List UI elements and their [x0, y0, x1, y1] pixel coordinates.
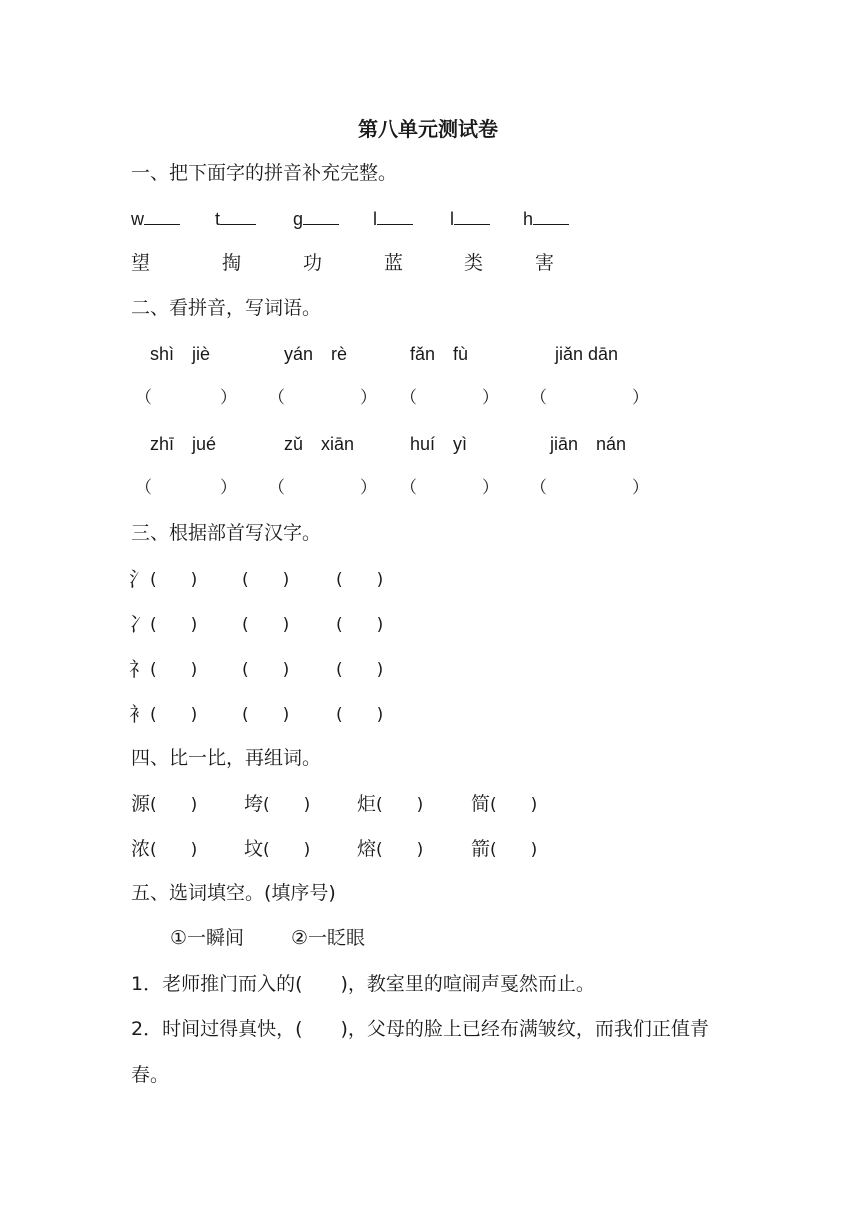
compare-char-text: 坟	[244, 838, 264, 860]
pinyin-initial: t	[215, 209, 221, 229]
pinyin-initial: w	[131, 209, 144, 229]
pinyin-blank-4	[373, 206, 413, 231]
paren-close[interactable]: ）	[632, 478, 649, 498]
section-5-heading: 五、选词填空。(填序号)	[131, 882, 336, 904]
char-4: 蓝	[384, 252, 404, 274]
paren-open: （	[400, 478, 417, 498]
answer-box[interactable]: ( )	[336, 660, 384, 680]
option-1: ①一瞬间	[170, 927, 245, 949]
question-1: 1．老师推门而入的( )，教室里的喧闹声戛然而止。	[131, 973, 595, 995]
radical-spirit: 礻	[129, 657, 149, 681]
pinyin-word-3: fǎn fù	[410, 344, 469, 364]
pinyin-word-2: yán rè	[284, 344, 348, 364]
compare-char-text: 简	[471, 793, 491, 815]
option-2: ②一眨眼	[291, 927, 366, 949]
pinyin-blank-1	[131, 206, 180, 231]
compare-char	[131, 792, 197, 817]
paren-open: （	[268, 478, 285, 498]
pinyin-word-4: jiǎn dān	[555, 344, 619, 364]
answer-box[interactable]: ( )	[242, 615, 290, 635]
pinyin-initial: l	[450, 209, 454, 229]
answer-box[interactable]: ( )	[490, 840, 538, 860]
answer-box[interactable]: ( )	[242, 705, 290, 725]
section-2-heading: 二、看拼音，写词语。	[131, 297, 322, 319]
pinyin-blank-5	[450, 206, 490, 231]
paren-open: （	[268, 388, 285, 408]
answer-blank[interactable]	[220, 206, 256, 225]
compare-char-text: 熔	[357, 838, 377, 860]
answer-box[interactable]: ( )	[336, 570, 384, 590]
answer-blank[interactable]	[144, 206, 180, 225]
pinyin-word-8: jiān nán	[550, 434, 627, 454]
paren-open: （	[135, 478, 152, 498]
compare-char-text: 炬	[357, 793, 377, 815]
section-4-heading: 四、比一比，再组词。	[131, 747, 322, 769]
answer-box[interactable]: ( )	[150, 705, 198, 725]
answer-box[interactable]: ( )	[336, 615, 384, 635]
compare-char-text: 箭	[471, 838, 491, 860]
pinyin-blank-2	[215, 206, 256, 231]
question-2: 2．时间过得真快，( )，父母的脸上已经布满皱纹，而我们正值青	[131, 1018, 709, 1040]
compare-char	[471, 837, 537, 862]
answer-blank[interactable]	[533, 206, 569, 225]
pinyin-blank-6	[523, 206, 569, 231]
char-3: 功	[303, 252, 323, 274]
radical-clothing: 衤	[129, 702, 149, 726]
answer-box[interactable]: ( )	[150, 615, 198, 635]
compare-char	[244, 837, 310, 862]
pinyin-word-1: shì jiè	[150, 344, 211, 364]
paren-open: （	[400, 388, 417, 408]
section-1-heading: 一、把下面字的拼音补充完整。	[131, 162, 398, 184]
page-title: 第八单元测试卷	[358, 117, 498, 141]
answer-box[interactable]: ( )	[150, 840, 198, 860]
answer-box[interactable]: ( )	[242, 570, 290, 590]
paren-open: （	[135, 388, 152, 408]
answer-box[interactable]: ( )	[263, 840, 311, 860]
paren-close[interactable]: ）	[482, 478, 499, 498]
answer-box[interactable]: ( )	[150, 795, 198, 815]
answer-box[interactable]: ( )	[150, 570, 198, 590]
compare-char-text: 源	[131, 793, 151, 815]
char-6: 害	[535, 252, 555, 274]
radical-ice: 冫	[129, 612, 149, 636]
answer-box[interactable]: ( )	[490, 795, 538, 815]
answer-box[interactable]: ( )	[263, 795, 311, 815]
compare-char-text: 浓	[131, 838, 151, 860]
paren-close[interactable]: ）	[360, 478, 377, 498]
paren-open: （	[530, 478, 547, 498]
paren-close[interactable]: ）	[632, 388, 649, 408]
answer-blank[interactable]	[377, 206, 413, 225]
pinyin-initial: g	[293, 209, 304, 229]
pinyin-word-7: huí yì	[410, 434, 468, 454]
pinyin-blank-3	[293, 206, 339, 231]
compare-char	[357, 792, 423, 817]
char-1: 望	[131, 252, 151, 274]
char-2: 掏	[222, 252, 242, 274]
compare-char	[131, 837, 197, 862]
answer-blank[interactable]	[303, 206, 339, 225]
answer-box[interactable]: ( )	[376, 840, 424, 860]
compare-char	[244, 792, 310, 817]
char-5: 类	[464, 252, 484, 274]
paren-open: （	[530, 388, 547, 408]
answer-box[interactable]: ( )	[150, 660, 198, 680]
pinyin-initial: l	[373, 209, 377, 229]
answer-box[interactable]: ( )	[336, 705, 384, 725]
section-3-heading: 三、根据部首写汉字。	[131, 522, 322, 544]
compare-char	[357, 837, 423, 862]
paren-close[interactable]: ）	[220, 388, 237, 408]
paren-close[interactable]: ）	[360, 388, 377, 408]
paren-close[interactable]: ）	[482, 388, 499, 408]
answer-box[interactable]: ( )	[242, 660, 290, 680]
compare-char	[471, 792, 537, 817]
pinyin-initial: h	[523, 209, 534, 229]
answer-blank[interactable]	[454, 206, 490, 225]
radical-water: 氵	[129, 567, 149, 591]
question-2-continued: 春。	[131, 1064, 170, 1086]
compare-char-text: 垮	[244, 793, 264, 815]
pinyin-word-5: zhī jué	[150, 434, 217, 454]
answer-box[interactable]: ( )	[376, 795, 424, 815]
paren-close[interactable]: ）	[220, 478, 237, 498]
pinyin-word-6: zǔ xiān	[284, 434, 355, 454]
